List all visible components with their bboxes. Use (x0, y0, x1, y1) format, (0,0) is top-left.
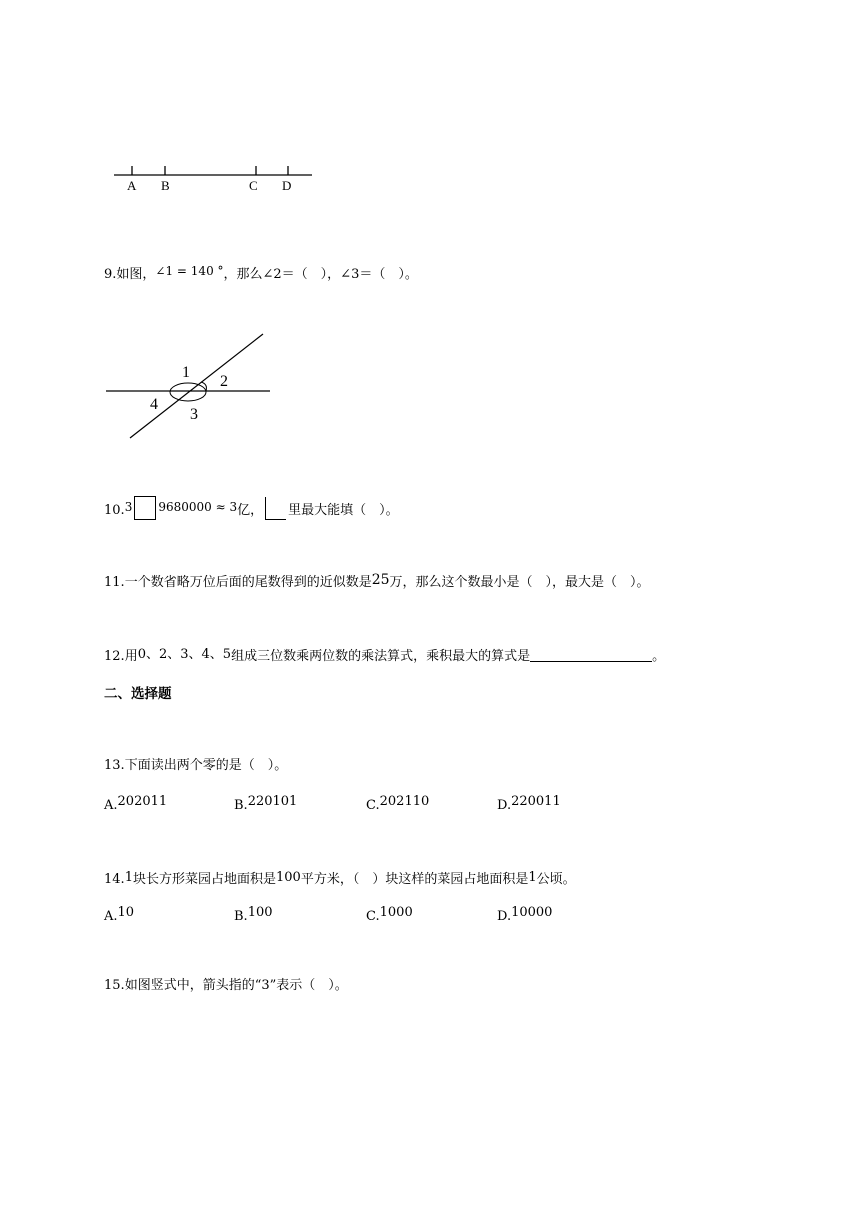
number-line-figure (110, 160, 320, 196)
option-d[interactable]: D.10000 (497, 905, 553, 924)
question-9: 9.如图，∠1 = 140 °，那么∠2＝（ ），∠3＝（ ）。 (104, 264, 418, 282)
answer-box[interactable] (134, 496, 156, 520)
label-b: B (161, 178, 170, 193)
question-number: 15. (104, 978, 125, 993)
answer-box-reference (265, 497, 286, 520)
question-12: 12.用0、2、3、4、5组成三位数乘两位数的乘法算式，乘积最大的算式是 。 (104, 647, 666, 664)
option-b[interactable]: B.100 (234, 905, 273, 924)
question-15: 15.如图竖式中，箭头指的“3”表示（ ）。 (104, 978, 348, 993)
label-a: A (127, 178, 137, 193)
option-c[interactable]: C.202110 (366, 794, 430, 813)
question-number: 13. (104, 758, 125, 773)
question-number: 12. (104, 649, 125, 664)
section-heading: 二、选择题 (104, 686, 172, 702)
question-number: 11. (104, 575, 125, 590)
question-13: 13.下面读出两个零的是（ ）。 (104, 758, 288, 773)
answer-blank[interactable] (530, 649, 652, 662)
angle-figure (100, 330, 280, 445)
option-a[interactable]: A.10 (104, 905, 135, 924)
angle-label-2: 2 (220, 373, 228, 390)
angle-label-3: 3 (190, 406, 198, 423)
question-number: 9. (104, 267, 117, 282)
label-c: C (249, 178, 258, 193)
option-c[interactable]: C.1000 (366, 905, 413, 924)
given-angle: ∠1 = 140 ° (155, 264, 224, 278)
option-a[interactable]: A.202011 (104, 794, 168, 813)
option-b[interactable]: B.220101 (234, 794, 298, 813)
question-14: 14.1块长方形菜园占地面积是100平方米，（ ）块这样的菜园占地面积是1公顷。 (104, 870, 576, 887)
label-d: D (282, 178, 292, 193)
question-number: 14. (104, 872, 125, 887)
question-10: 10.3 9680000 ≈ 3亿， 里最大能填（ ）。 (104, 496, 399, 520)
question-number: 10. (104, 503, 125, 518)
angle-label-1: 1 (182, 364, 190, 381)
option-d[interactable]: D.220011 (497, 794, 561, 813)
angle-label-4: 4 (150, 396, 158, 413)
question-11: 11.一个数省略万位后面的尾数得到的近似数是25万，那么这个数最小是（ ），最大是（ ）。 (104, 572, 650, 590)
